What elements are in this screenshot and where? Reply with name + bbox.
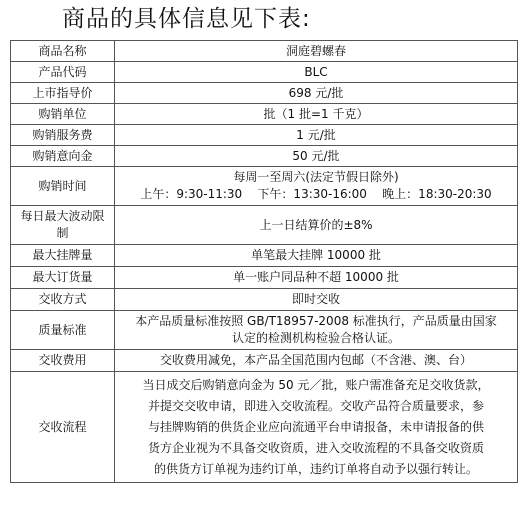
row-value-delivery-fee: 交收费用减免，本产品全国范围内包邮（不含港、澳、台） <box>115 350 518 372</box>
table-row <box>11 245 518 267</box>
row-value-trade-unit: 批（1 批=1 千克） <box>115 104 518 125</box>
row-value-quality-standard <box>115 311 518 350</box>
table-row <box>11 104 518 125</box>
row-label-max-listing: 最大挂牌量 <box>11 245 115 267</box>
row-value-product-name: 洞庭碧螺春 <box>115 41 518 62</box>
row-label-product-code: 产品代码 <box>11 62 115 83</box>
trading-days-text: 每周一至周六(法定节假日除外) <box>233 170 399 184</box>
row-value-service-fee: 1 元/批 <box>115 125 518 146</box>
trading-sessions-text: 上午：9:30-11:30 下午：13:30-16:00 晚上：18:30-20:30 <box>140 187 492 201</box>
delivery-process-line-2: 并提交交收申请，即进入交收流程。交收产品符合质量要求，参 <box>147 398 484 413</box>
row-value-max-listing: 单笔最大挂牌 10000 批 <box>115 245 518 267</box>
delivery-process-line-3: 与挂牌购销的供货企业应向流通平台申请报备，未申请报备的供 <box>147 419 484 434</box>
page-title: 商品的具体信息见下表: <box>62 6 311 32</box>
row-value-guide-price: 698 元/批 <box>115 83 518 104</box>
table-row <box>11 167 518 206</box>
row-value-delivery-method: 即时交收 <box>115 289 518 311</box>
row-value-intent-deposit: 50 元/批 <box>115 146 518 167</box>
row-value-price-limit: 上一日结算价的±8% <box>115 206 518 245</box>
delivery-process-line-4: 货方企业视为不具备交收资质，进入交收流程的不具备交收资质 <box>147 440 484 455</box>
product-spec-table <box>10 40 518 483</box>
row-label-guide-price: 上市指导价 <box>11 83 115 104</box>
table-row <box>11 372 518 483</box>
row-value-max-order: 单一账户同品种不超 10000 批 <box>115 267 518 289</box>
delivery-process-line-1: 当日成交后购销意向金为 50 元／批，账户需准备充足交收货款， <box>142 377 490 392</box>
table-row <box>11 125 518 146</box>
row-label-delivery-method: 交收方式 <box>11 289 115 311</box>
row-label-delivery-process: 交收流程 <box>11 372 115 483</box>
table-row <box>11 267 518 289</box>
quality-standard-line-1: 本产品质量标准按照 GB/T18957-2008 标准执行，产品质量由国家 <box>135 314 497 328</box>
price-limit-label-line-2: 制 <box>56 226 69 240</box>
table-row <box>11 146 518 167</box>
table-row <box>11 83 518 104</box>
table-row <box>11 350 518 372</box>
price-limit-label-line-1: 每日最大波动限 <box>20 209 105 223</box>
table-row <box>11 62 518 83</box>
row-value-trading-hours <box>115 167 518 206</box>
row-value-delivery-process <box>115 372 518 483</box>
row-label-price-limit <box>11 206 115 245</box>
row-label-trading-hours: 购销时间 <box>11 167 115 206</box>
table-row <box>11 41 518 62</box>
table-row <box>11 206 518 245</box>
table-row <box>11 289 518 311</box>
quality-standard-line-2: 认定的检测机构检验合格认证。 <box>231 331 400 345</box>
delivery-process-line-5: 的供货方订单视为违约订单，违约订单将自动予以强行转让。 <box>153 461 478 476</box>
row-label-quality-standard: 质量标准 <box>11 311 115 350</box>
row-label-delivery-fee: 交收费用 <box>11 350 115 372</box>
row-label-intent-deposit: 购销意向金 <box>11 146 115 167</box>
row-label-service-fee: 购销服务费 <box>11 125 115 146</box>
row-label-max-order: 最大订货量 <box>11 267 115 289</box>
row-label-trade-unit: 购销单位 <box>11 104 115 125</box>
row-label-product-name: 商品名称 <box>11 41 115 62</box>
table-row <box>11 311 518 350</box>
row-value-product-code: BLC <box>115 62 518 83</box>
